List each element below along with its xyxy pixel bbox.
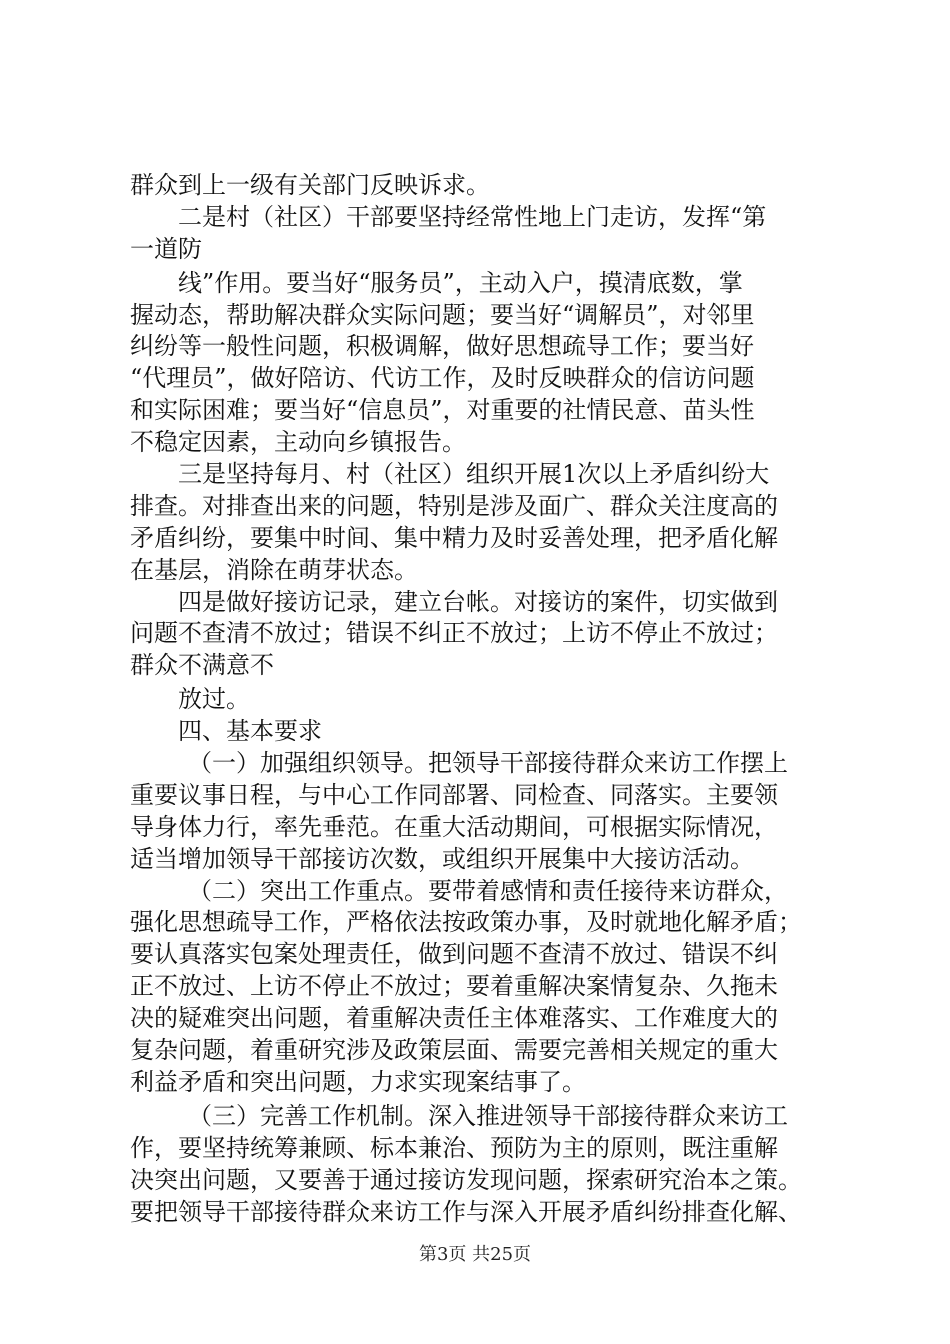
text-line: 一道防 xyxy=(130,234,202,263)
text-line: 纠纷等一般性问题，积极调解，做好思想疏导工作；要当好 xyxy=(130,332,754,361)
text-line: （一）加强组织领导。把领导干部接待群众来访工作摆上 xyxy=(188,749,788,778)
text-line: 利益矛盾和突出问题，力求实现案结事了。 xyxy=(130,1067,586,1096)
text-line: 正不放过、上访不停止不放过；要着重解决案情复杂、久拖未 xyxy=(130,972,778,1001)
text-line: 不稳定因素，主动向乡镇报告。 xyxy=(130,428,466,457)
text-line: 放过。 xyxy=(178,685,250,714)
text-line: （二）突出工作重点。要带着感情和责任接待来访群众， xyxy=(188,876,788,905)
text-line: 在基层，消除在萌芽状态。 xyxy=(130,555,418,584)
text-line: “代理员”，做好陪访、代访工作，及时反映群众的信访问题 xyxy=(130,364,755,393)
text-line: 复杂问题，着重研究涉及政策层面、需要完善相关规定的重大 xyxy=(130,1036,778,1065)
text-line: 四是做好接访记录，建立台帐。对接访的案件，切实做到 xyxy=(178,587,778,616)
text-line: 问题不查清不放过；错误不纠正不放过；上访不停止不放过； xyxy=(130,619,778,648)
text-line: 决的疑难突出问题，着重解决责任主体难落实、工作难度大的 xyxy=(130,1004,778,1033)
text-line: 要认真落实包案处理责任，做到问题不查清不放过、错误不纠 xyxy=(130,940,778,969)
text-line: 线”作用。要当好“服务员”，主动入户，摸清底数，掌 xyxy=(178,268,743,297)
text-line: 要把领导干部接待群众来访工作与深入开展矛盾纠纷排查化解、 xyxy=(130,1197,802,1226)
text-line: 握动态，帮助解决群众实际问题；要当好“调解员”，对邻里 xyxy=(130,300,755,329)
text-line: 和实际困难；要当好“信息员”，对重要的社情民意、苗头性 xyxy=(130,396,755,425)
text-line: （三）完善工作机制。深入推进领导干部接待群众来访工 xyxy=(188,1101,788,1130)
text-line: 适当增加领导干部接访次数，或组织开展集中大接访活动。 xyxy=(130,844,754,873)
text-line: 排查。对排查出来的问题，特别是涉及面广、群众关注度高的 xyxy=(130,491,778,520)
text-line: 群众不满意不 xyxy=(130,651,274,680)
text-line: 导身体力行，率先垂范。在重大活动期间，可根据实际情况， xyxy=(130,812,778,841)
text-line: 三是坚持每月、村（社区）组织开展1次以上矛盾纠纷大 xyxy=(178,460,770,489)
text-line: 作，要坚持统筹兼顾、标本兼治、预防为主的原则，既注重解 xyxy=(130,1133,778,1162)
text-line: 强化思想疏导工作，严格依法按政策办事，及时就地化解矛盾； xyxy=(130,908,802,937)
text-line: 决突出问题，又要善于通过接访发现问题，探索研究治本之策。 xyxy=(130,1165,802,1194)
text-line: 重要议事日程，与中心工作同部署、同检查、同落实。主要领 xyxy=(130,780,778,809)
body-text xyxy=(130,170,836,1228)
text-line: 群众到上一级有关部门反映诉求。 xyxy=(130,171,490,199)
page-footer: 第3页 共25页 xyxy=(418,1244,532,1265)
text-line: 二是村（社区）干部要坚持经常性地上门走访，发挥“第 xyxy=(178,202,767,231)
section-heading: 四、基本要求 xyxy=(178,717,322,746)
text-line: 矛盾纠纷，要集中时间、集中精力及时妥善处理，把矛盾化解 xyxy=(130,523,778,552)
